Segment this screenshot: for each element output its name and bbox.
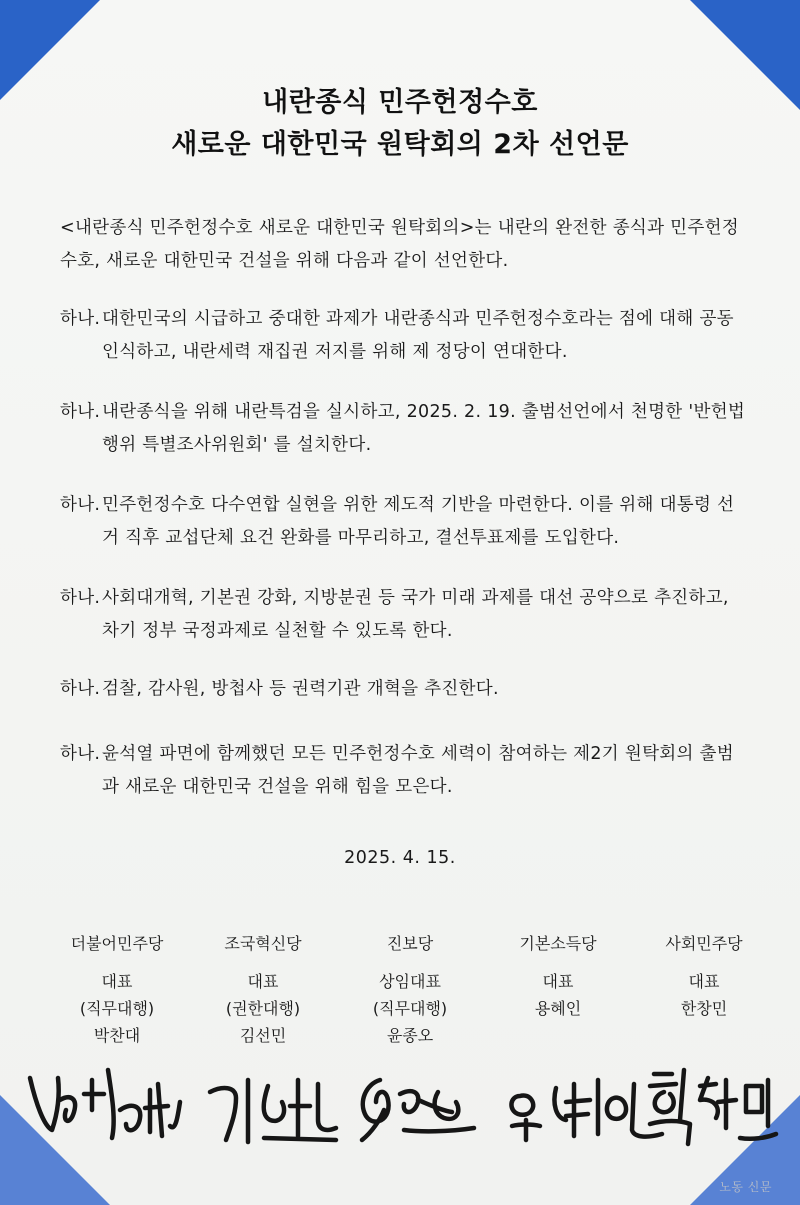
item-prefix: 하나. (60, 744, 101, 764)
party-name: 조국혁신당 (224, 934, 302, 953)
item-text: 대한민국의 시급하고 중대한 과제가 내란종식과 민주헌정수호라는 점에 대해 공동 인식하고, 내란세력 재집권 저지를 위해 제 정당이 연대한다. (102, 309, 734, 362)
item-prefix: 하나. (60, 309, 101, 329)
party-rep-name: 윤종오 (386, 1026, 434, 1045)
party-rep-name: 김선민 (239, 1026, 287, 1045)
party-rep-name: 한창민 (680, 999, 728, 1018)
intro-paragraph: <내란종식 민주헌정수호 새로운 대한민국 원탁회의>는 내란의 완전한 종식과 민주헌정수호, 새로운 대한민국 건설을 위해 다음과 같이 선언한다. (60, 218, 739, 271)
party-column-rebuilding-korea (183, 930, 343, 1049)
party-role: 대표 (688, 972, 720, 991)
party-role: 대표 (542, 972, 574, 991)
party-column-basic-income (478, 930, 638, 1022)
item-prefix: 하나. (60, 402, 101, 422)
party-role-note: (직무대행) (79, 999, 155, 1018)
declaration-item-4 (60, 582, 750, 648)
title-line-2: 새로운 대한민국 원탁회의 2차 선언문 (171, 129, 629, 160)
party-rep-name: 용혜인 (534, 999, 582, 1018)
item-text: 사회대개혁, 기본권 강화, 지방분권 등 국가 미래 과제를 대선 공약으로 추진하고, 차기 정부 국정과제로 실천할 수 있도록 한다. (102, 588, 729, 641)
signature-2 (210, 1080, 336, 1142)
party-column-democratic (37, 930, 197, 1049)
declaration-item-1 (60, 303, 750, 369)
party-role: 상임대표 (379, 972, 441, 991)
item-text: 민주헌정수호 다수연합 실현을 위한 제도적 기반을 마련한다. 이를 위해 대통령 선거 직후 교섭단체 요건 완화를 마무리하고, 결선투표제를 도입한다. (102, 495, 735, 548)
signatures-area (0, 1040, 800, 1150)
watermark-caption: 노동 신문 (719, 1180, 772, 1194)
title-line-1: 내란종식 민주헌정수호 (262, 87, 538, 118)
party-role: 대표 (101, 972, 133, 991)
party-role-note: (직무대행) (372, 999, 448, 1018)
party-rep-name: 박찬대 (93, 1026, 141, 1045)
declaration-item-6 (60, 738, 750, 804)
item-prefix: 하나. (60, 679, 101, 699)
party-name: 기본소득당 (519, 934, 597, 953)
item-text: 윤석열 파면에 함께했던 모든 민주헌정수호 세력이 참여하는 제2기 원탁회의 출범과 새로운 대한민국 건설을 위해 힘을 모은다. (102, 744, 734, 797)
declaration-item-5 (60, 673, 750, 706)
item-prefix: 하나. (60, 495, 101, 515)
party-role: 대표 (247, 972, 279, 991)
signature-3 (362, 1080, 474, 1140)
signature-5 (650, 1070, 776, 1144)
item-text: 검찰, 감사원, 방첩사 등 권력기관 개혁을 추진한다. (102, 679, 499, 699)
declaration-date: 2025. 4. 15. (344, 848, 456, 868)
item-text: 내란종식을 위해 내란특검을 실시하고, 2025. 2. 19. 출범선언에서 천명한 '반헌법행위 특별조사위원회' 를 설치한다. (102, 402, 746, 455)
declaration-item-2 (60, 396, 750, 462)
party-name: 더불어민주당 (70, 934, 164, 953)
party-role-note: (권한대행) (225, 999, 301, 1018)
signature-1 (30, 1070, 180, 1138)
party-name: 진보당 (386, 934, 434, 953)
party-column-progressive (330, 930, 490, 1049)
party-column-social-democratic (624, 930, 784, 1022)
declaration-item-3 (60, 489, 750, 555)
signature-4 (511, 1080, 662, 1140)
item-prefix: 하나. (60, 588, 101, 608)
party-name: 사회민주당 (665, 934, 743, 953)
